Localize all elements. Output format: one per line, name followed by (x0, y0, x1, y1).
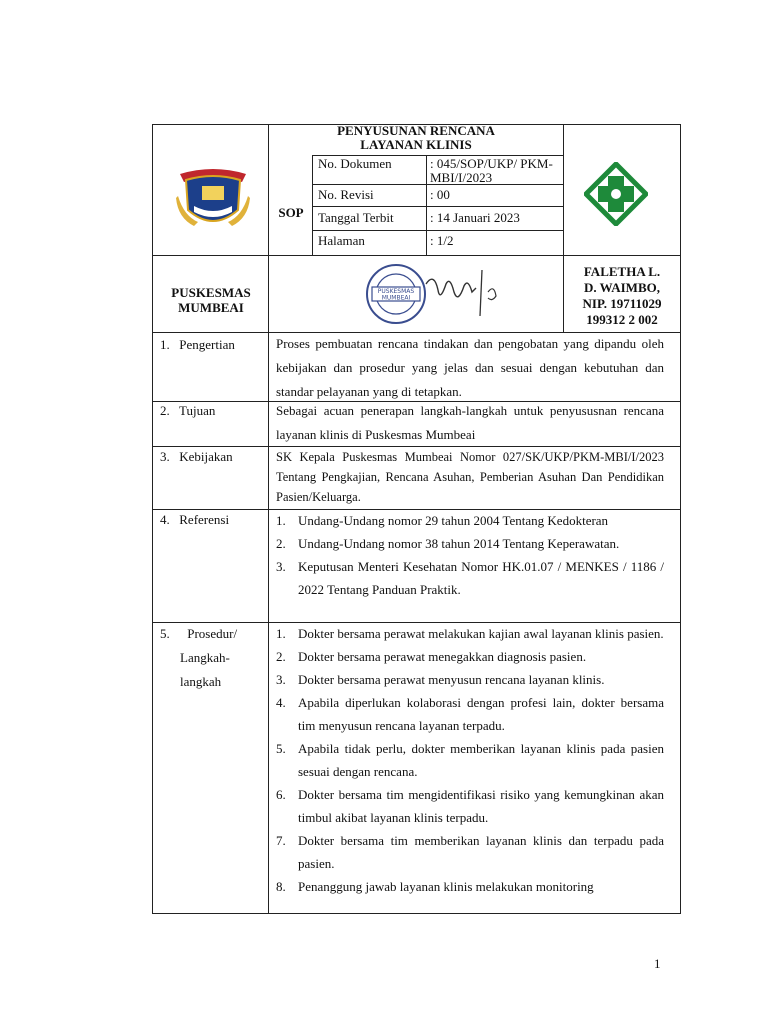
meta-value-halaman: : 1/2 (430, 233, 454, 248)
list-item: 1. Dokter bersama perawat melakukan kajian awal layanan klinis pasien. (276, 626, 664, 641)
list-item: 2. Dokter bersama perawat menegakkan diagnosis pasien. (276, 649, 587, 664)
regional-emblem-icon (176, 166, 250, 228)
meta-value-tanggal: : 14 Januari 2023 (430, 210, 520, 225)
section-text-kebijakan: SK Kepala Puskesmas Mumbeai Nomor 027/SK/UKP/PKM-MBI/I/2023 Tentang Pengkajian, Rencana Asuhan, Pemberian Asuhan Dan Pendidikan Pasien/Keluarga. (276, 450, 664, 504)
section-label-tujuan: 2. Tujuan (160, 403, 216, 418)
signer-block: FALETHA L. D. WAIMBO, NIP. 19711029 199312 2 002 (582, 264, 662, 327)
procedure-list (276, 622, 664, 898)
list-item: 6. Dokter bersama tim mengidentifikasi risiko yang kemungkinan akan timbul akibat layanan klinis terpadu. (276, 787, 664, 825)
sop-label: SOP (278, 205, 304, 220)
list-item: 8. Penanggung jawab layanan klinis melakukan monitoring (276, 879, 594, 894)
official-stamp-icon (364, 262, 514, 326)
list-item: 2. Undang-Undang nomor 38 tahun 2014 Tentang Keperawatan. (276, 536, 620, 551)
meta-label-revisi: No. Revisi (318, 187, 374, 202)
section-label-referensi: 4. Referensi (160, 512, 230, 527)
meta-value-revisi: : 00 (430, 187, 450, 202)
list-item: 4. Apabila diperlukan kolaborasi dengan profesi lain, dokter bersama tim menyusun rencana layanan terpadu. (276, 695, 664, 733)
page-number: 1 (654, 956, 661, 971)
section-label-prosedur: 5. Prosedur/ Langkah- langkah (160, 626, 238, 689)
section-label-pengertian: 1. Pengertian (160, 337, 235, 352)
section-text-pengertian: Proses pembuatan rencana tindakan dan pengobatan yang dipandu oleh kebijakan dan prosedur yang jelas dan sesuai dengan kebutuhan dan standar pelayanan yang di tetapkan. (276, 336, 664, 399)
reference-list (276, 509, 664, 601)
section-label-kebijakan: 3. Kebijakan (160, 449, 233, 464)
list-item: 7. Dokter bersama tim memberikan layanan klinis dan terpadu pada pasien. (276, 833, 664, 871)
list-item: 3. Keputusan Menteri Kesehatan Nomor HK.01.07 / MENKES / 1186 / 2022 Tentang Panduan Praktik. (276, 559, 664, 597)
svg-text:PUSKESMAS: PUSKESMAS (377, 288, 415, 295)
section-text-tujuan: Sebagai acuan penerapan langkah-langkah untuk penyususnan rencana layanan klinis di Puskesmas Mumbeai (276, 403, 664, 442)
puskesmas-logo-icon (584, 162, 648, 226)
list-item: 3. Dokter bersama perawat menyusun rencana layanan klinis. (276, 672, 605, 687)
meta-value-dokumen: : 045/SOP/UKP/ PKM-MBI/I/2023 (430, 156, 553, 185)
meta-label-dokumen: No. Dokumen (318, 156, 392, 171)
document-title: PENYUSUNAN RENCANA LAYANAN KLINIS (337, 123, 495, 152)
list-item: 1. Undang-Undang nomor 29 tahun 2004 Tentang Kedokteran (276, 513, 609, 528)
meta-label-tanggal: Tanggal Terbit (318, 210, 394, 225)
svg-text:MUMBEAI: MUMBEAI (381, 294, 411, 302)
list-item: 5. Apabila tidak perlu, dokter memberikan layanan klinis pada pasien sesuai dengan rencana. (276, 741, 664, 779)
meta-label-halaman: Halaman (318, 233, 365, 248)
organization-name: PUSKESMAS MUMBEAI (171, 285, 251, 315)
